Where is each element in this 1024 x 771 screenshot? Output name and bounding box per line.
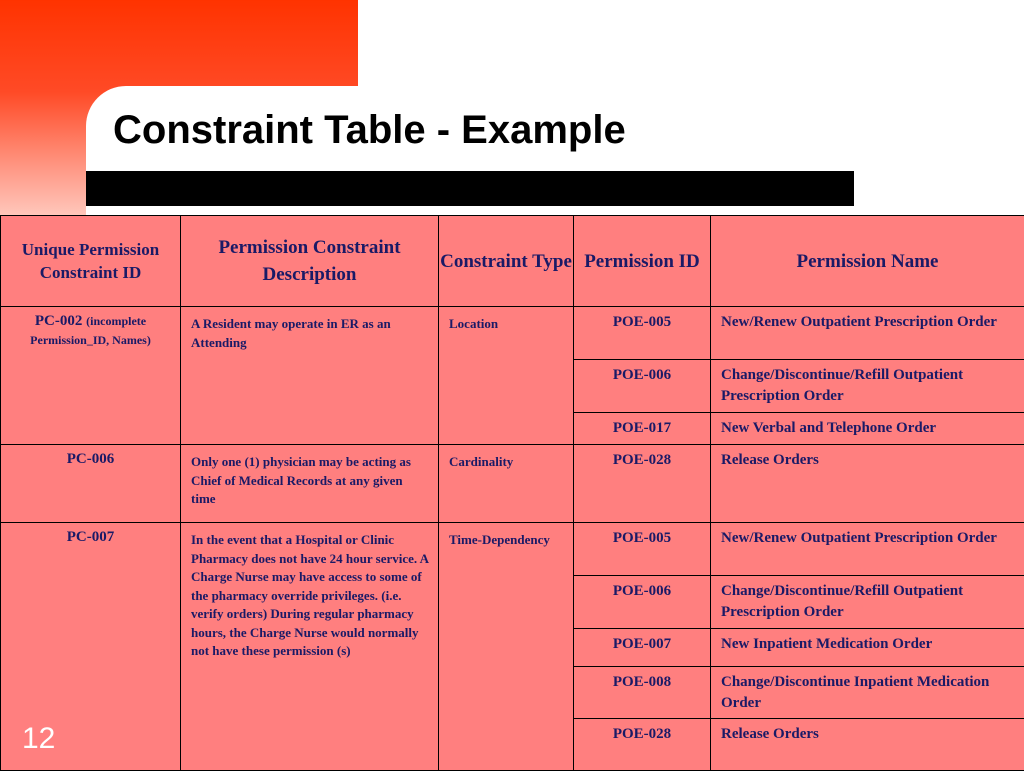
header-permission-name: Permission Name (711, 216, 1024, 307)
permission-name: New Inpatient Medication Order (711, 629, 1024, 667)
constraint-id: PC-002 (35, 313, 83, 329)
constraint-id: PC-006 (67, 451, 115, 467)
permission-id: POE-007 (574, 629, 711, 667)
header-constraint-id: Unique Permission Constraint ID (1, 216, 181, 307)
permission-name: Release Orders (711, 719, 1024, 771)
permission-name: Release Orders (711, 445, 1024, 523)
constraint-id-note: (incomplete Permission_ID, Names) (30, 314, 151, 347)
constraint-description: Only one (1) physician may be acting as Chief of Medical Records at any given time (181, 445, 439, 523)
constraint-description: A Resident may operate in ER as an Attending (181, 307, 439, 445)
table-row (1, 307, 1024, 360)
table-row (1, 445, 1024, 523)
constraint-description: In the event that a Hospital or Clinic Pharmacy does not have 24 hour service. A Charge Nurse may have access to some of the pharmacy override privileges. (i.e. verify orders) During regular pharmacy hours, the Charge Nurse would normally not have these permission (s) (181, 523, 439, 771)
permission-name: New Verbal and Telephone Order (711, 413, 1024, 445)
permission-name: Change/Discontinue Inpatient Medication Order (711, 667, 1024, 719)
permission-id: POE-006 (574, 576, 711, 629)
slide-title: Constraint Table - Example (113, 108, 626, 153)
constraint-id: PC-007 (67, 529, 115, 545)
permission-name: New/Renew Outpatient Prescription Order (711, 523, 1024, 576)
page-number: 12 (22, 722, 55, 756)
permission-name: New/Renew Outpatient Prescription Order (711, 307, 1024, 360)
constraint-table (0, 215, 1024, 771)
permission-name: Change/Discontinue/Refill Outpatient Prescription Order (711, 360, 1024, 413)
title-underline-bar (86, 171, 854, 206)
permission-id: POE-017 (574, 413, 711, 445)
constraint-id-cell (1, 445, 181, 523)
header-permission-id: Permission ID (574, 216, 711, 307)
permission-id: POE-008 (574, 667, 711, 719)
permission-id: POE-028 (574, 445, 711, 523)
permission-id: POE-028 (574, 719, 711, 771)
constraint-type: Time-Dependency (439, 523, 574, 771)
permission-id: POE-006 (574, 360, 711, 413)
header-description: Permission Constraint Description (181, 216, 439, 307)
constraint-type: Cardinality (439, 445, 574, 523)
table-row (1, 523, 1024, 576)
constraint-id-cell (1, 307, 181, 445)
header-constraint-type: Constraint Type (439, 216, 574, 307)
permission-id: POE-005 (574, 523, 711, 576)
permission-id: POE-005 (574, 307, 711, 360)
constraint-type: Location (439, 307, 574, 445)
permission-name: Change/Discontinue/Refill Outpatient Prescription Order (711, 576, 1024, 629)
